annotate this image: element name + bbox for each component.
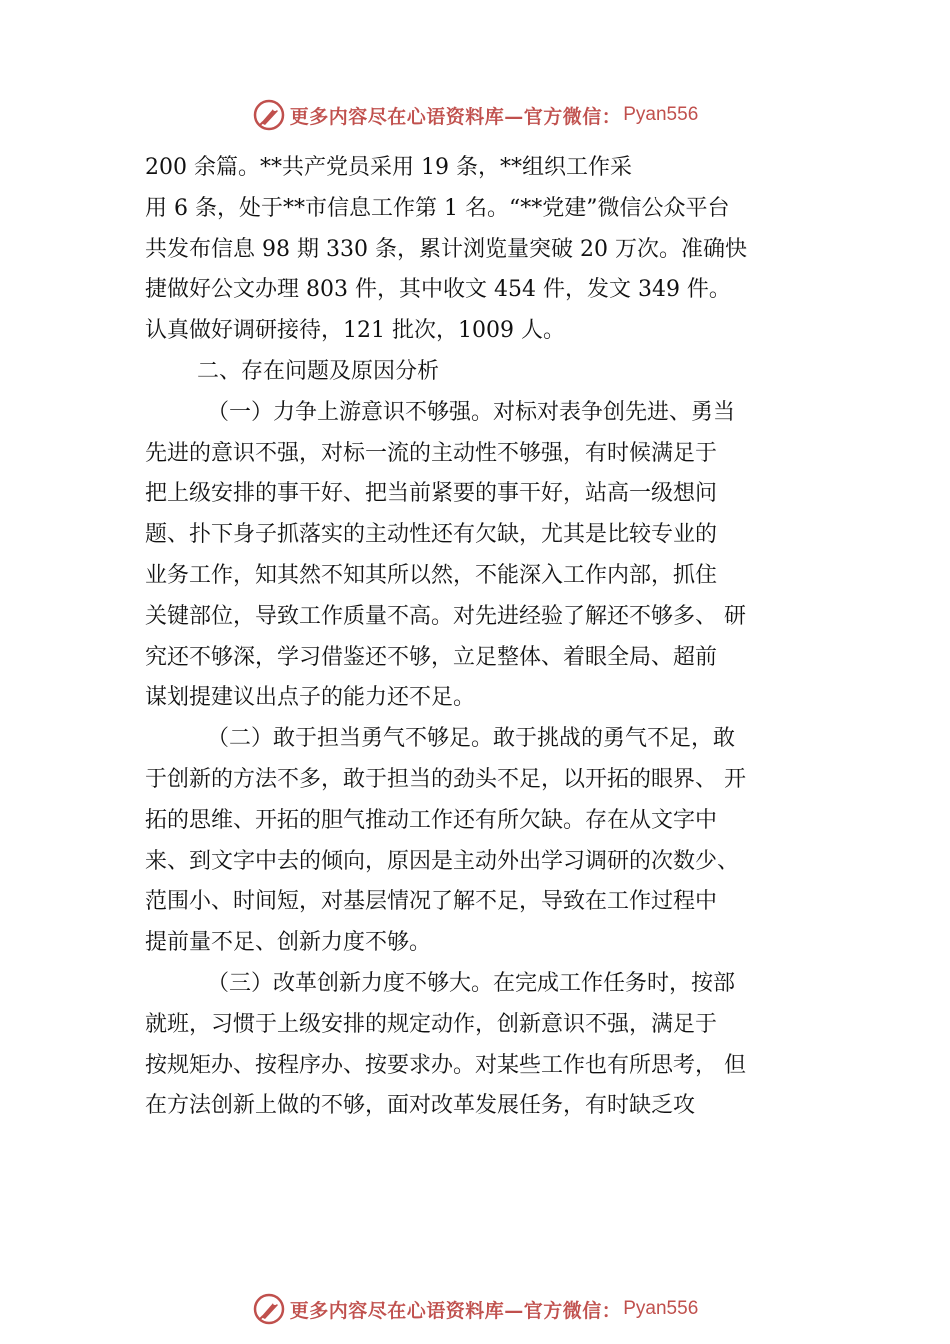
- text-line: 范围小、时间短，对基层情况了解不足，导致在工作过程中: [145, 889, 718, 915]
- footer-banner-text: 更多内容尽在心语资料库—官方微信：: [289, 1299, 622, 1322]
- text-line: 谋划提建议出点子的能力还不足。: [145, 685, 476, 711]
- text-line: 按规矩办、按程序办、按要求办。对某些工作也有所思考， 但: [145, 1052, 746, 1078]
- text-line: 在方法创新上做的不够，面对改革发展任务，有时缺乏攻: [145, 1093, 696, 1119]
- header-wechat-id: Pyan556: [623, 104, 699, 125]
- document-body: [145, 148, 825, 1127]
- footer-wechat-id: Pyan556: [623, 1298, 699, 1319]
- pen-nib-logo-icon: [252, 1292, 286, 1326]
- text-line: 先进的意识不强，对标一流的主动性不够强，有时候满足于: [145, 440, 718, 466]
- pen-nib-logo-icon: [252, 98, 286, 132]
- footer-banner: [0, 1289, 950, 1329]
- text-line: 共发布信息 98 期 330 条，累计浏览量突破 20 万次。准确快: [145, 236, 747, 262]
- text-line: 用 6 条，处于**市信息工作第 1 名。“**党建”微信公众平台: [145, 195, 730, 221]
- section-heading: 二、存在问题及原因分析: [197, 358, 440, 384]
- text-line: 题、扑下身子抓落实的主动性还有欠缺，尤其是比较专业的: [145, 522, 718, 548]
- paragraph-first-line: （二）敢于担当勇气不够足。敢于挑战的勇气不足，敢: [207, 726, 736, 752]
- text-line: 200 余篇。**共产党员采用 19 条，**组织工作采: [145, 155, 632, 180]
- text-line: 认真做好调研接待，121 批次，1009 人。: [145, 318, 565, 344]
- text-line: 于创新的方法不多，敢于担当的劲头不足，以开拓的眼界、 开: [145, 766, 746, 792]
- text-line: 捷做好公文办理 803 件，其中收文 454 件，发文 349 件。: [145, 277, 731, 303]
- text-line: 究还不够深，学习借鉴还不够，立足整体、着眼全局、超前: [145, 644, 718, 670]
- text-line: 把上级安排的事干好、把当前紧要的事干好，站高一级想问: [145, 481, 718, 507]
- header-banner: [0, 95, 950, 135]
- text-line: 就班，习惯于上级安排的规定动作，创新意识不强，满足于: [145, 1011, 718, 1037]
- text-line: 来、到文字中去的倾向，原因是主动外出学习调研的次数少、: [145, 848, 740, 874]
- text-line: 提前量不足、创新力度不够。: [145, 930, 432, 956]
- text-line: 拓的思维、开拓的胆气推动工作还有所欠缺。存在从文字中: [145, 807, 718, 833]
- header-banner-text: 更多内容尽在心语资料库—官方微信：: [289, 105, 622, 128]
- text-line: 业务工作，知其然不知其所以然，不能深入工作内部，抓住: [145, 562, 718, 588]
- text-line: 关键部位，导致工作质量不高。对先进经验了解还不够多、 研: [145, 603, 746, 629]
- paragraph-first-line: （一）力争上游意识不够强。对标对表争创先进、勇当: [207, 399, 736, 425]
- paragraph-first-line: （三）改革创新力度不够大。在完成工作任务时，按部: [207, 970, 736, 996]
